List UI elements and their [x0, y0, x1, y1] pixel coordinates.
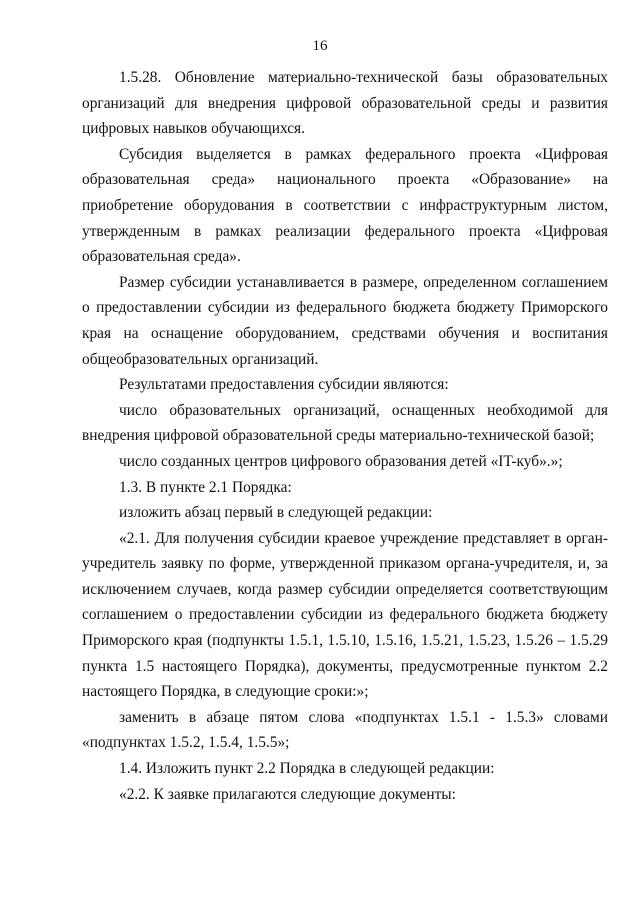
paragraph-subsidy-allocation: Субсидия выделяется в рамках федерального проекта «Цифровая образовательная среда» национального проекта «Образование» на приобретение оборудования в соответствии с инфраструктурным листом, утвержденным в рамках реализации федерального проекта «Цифровая образовательная среда». — [82, 145, 608, 266]
body-text — [82, 65, 608, 807]
paragraph-results-intro: Результатами предоставления субсидии являются: — [119, 376, 449, 394]
paragraph-result-it-cube: число созданных центров цифрового образования детей «IT-куб».»; — [119, 452, 563, 470]
paragraph-1-4: 1.4. Изложить пункт 2.2 Порядка в следующей редакции: — [119, 760, 495, 778]
paragraph-result-organizations: число образовательных организаций, оснащенных необходимой для внедрения цифровой образовательной среды материально-технической базой; — [82, 401, 608, 445]
page-number: 16 — [312, 38, 328, 54]
paragraph-1-5-28-title: 1.5.28. Обновление материально-технической базы образовательных организаций для внедрения цифровой образовательной среды и развития цифровых навыков обучающихся. — [82, 69, 608, 138]
paragraph-restate-first: изложить абзац первый в следующей редакции: — [119, 504, 433, 522]
paragraph-replace-words: заменить в абзаце пятом слова «подпунктах 1.5.1 - 1.5.3» словами «подпунктах 1.5.2, 1.5.4, 1.5.5»; — [82, 708, 608, 752]
paragraph-subsidy-amount: Размер субсидии устанавливается в размере, определенном соглашением о предоставлении субсидии из федерального бюджета бюджету Приморского края на оснащение оборудованием, средствами обучения и воспитания общеобразовательных организаций. — [82, 273, 608, 368]
paragraph-2-2-start: «2.2. К заявке прилагаются следующие документы: — [119, 785, 456, 803]
paragraph-2-1-text: «2.1. Для получения субсидии краевое учреждение представляет в орган-учредитель заявку по форме, утвержденной приказом органа-учредителя, и, за исключением случаев, когда размер субсидии определяется соответствующим соглашением о предоставлении субсидии из федерального бюджета бюджету Приморского края (подпункты 1.5.1, 1.5.10, 1.5.16, 1.5.21, 1.5.23, 1.5.26 – 1.5.29 пункта 1.5 настоящего Порядка), документы, предусмотренные пунктом 2.2 настоящего Порядка, в следующие сроки:»; — [82, 529, 608, 701]
paragraph-1-3: 1.3. В пункте 2.1 Порядка: — [119, 478, 292, 496]
